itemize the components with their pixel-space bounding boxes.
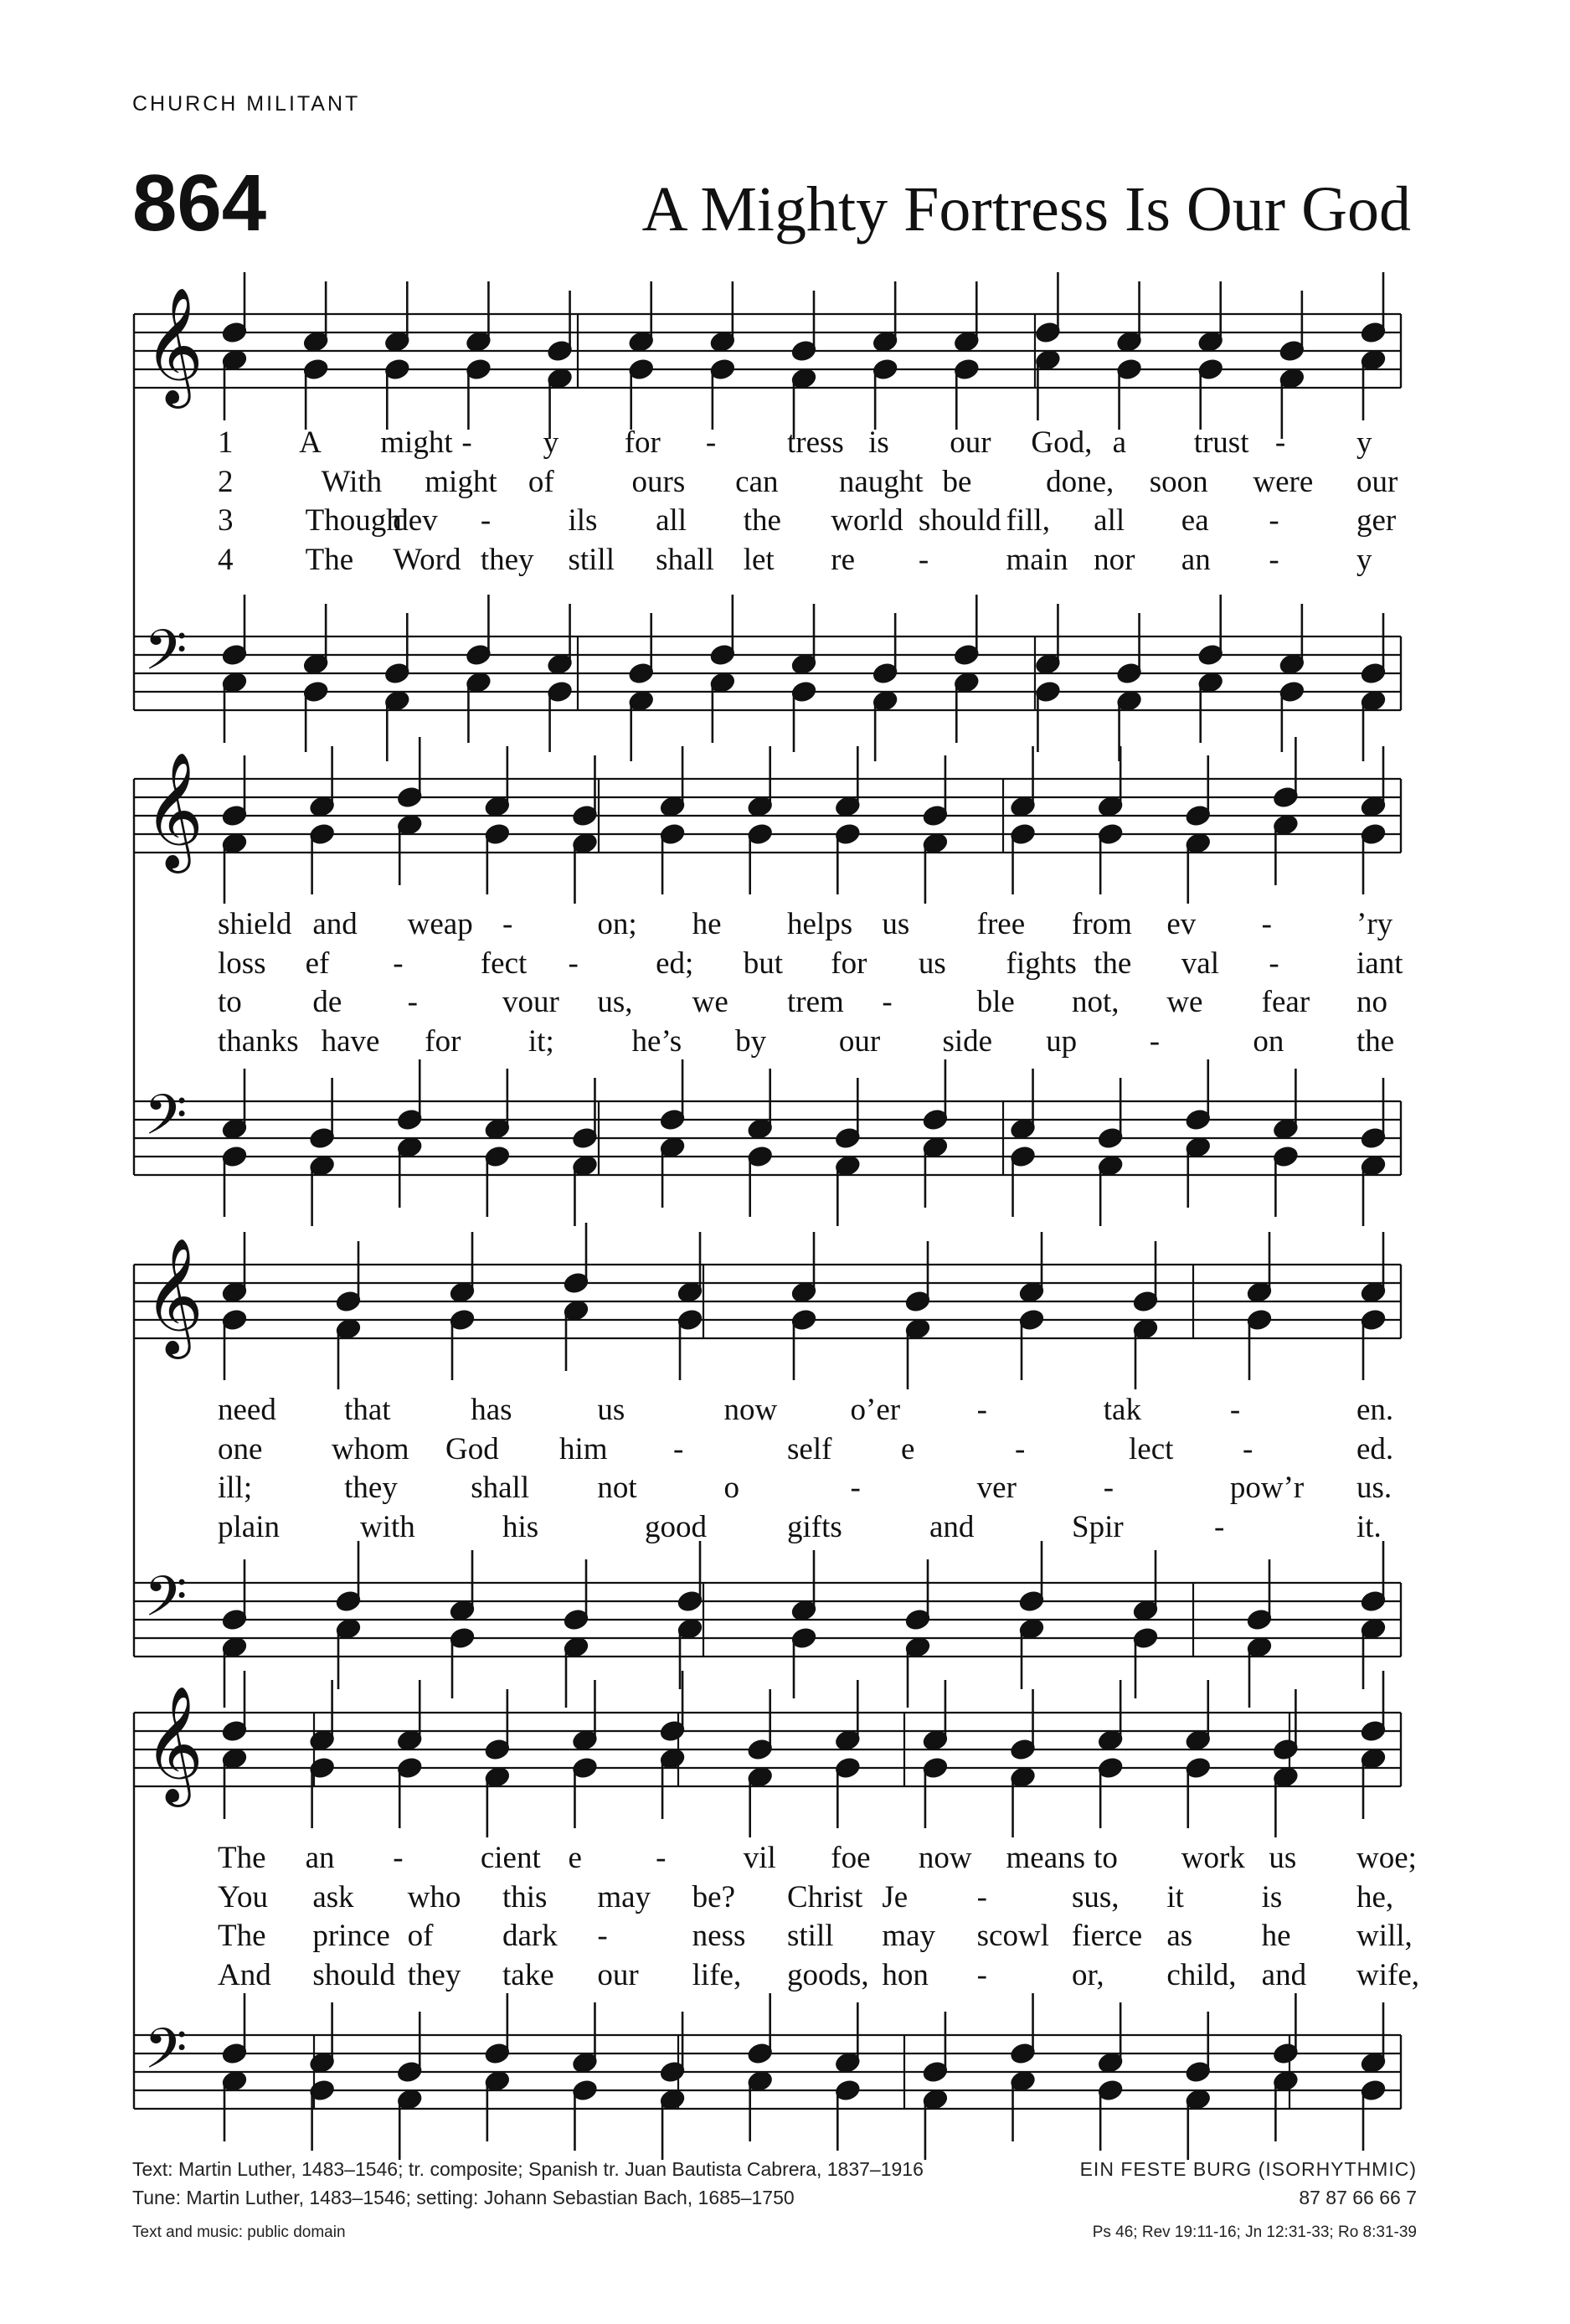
lyric-syllable: us. (1356, 1471, 1392, 1505)
lyric-syllable: - (1149, 1023, 1161, 1059)
bass-clef-icon: 𝄢 (144, 618, 188, 696)
section-label: CHURCH MILITANT (132, 92, 361, 116)
lyric-syllable: hon (882, 1957, 929, 1992)
lyric-syllable: shall (656, 542, 714, 577)
lyric-syllable: - (393, 1841, 404, 1875)
bass-clef-icon: 𝄢 (144, 1564, 188, 1642)
lyric-syllable: o (723, 1471, 739, 1505)
lyric-syllable: all (656, 503, 687, 538)
lyric-syllable: goods, (787, 1957, 869, 1992)
lyric-syllable: And (218, 1957, 271, 1992)
lyric-syllable: not (597, 1471, 637, 1505)
lyric-syllable: the (743, 503, 781, 538)
lyric-syllable: it (1166, 1879, 1184, 1914)
lyric-syllable: - (673, 1431, 684, 1466)
lyric-syllable: scowl (976, 1919, 1049, 1953)
lyric-syllable: that (344, 1393, 391, 1427)
lyric-syllable: The (218, 1841, 266, 1875)
lyric-syllable: iant (1356, 946, 1403, 981)
lyric-syllable: - (850, 1471, 861, 1505)
lyric-syllable: they (480, 542, 534, 577)
lyric-syllable: ’ry (1356, 907, 1393, 941)
lyric-syllable: plain (218, 1509, 280, 1544)
treble-clef-icon: 𝄞 (144, 1686, 203, 1802)
lyric-syllable: let (743, 542, 775, 577)
lyric-syllable: and (312, 907, 358, 941)
lyric-syllable: nor (1094, 542, 1135, 577)
tune-credit: Tune: Martin Luther, 1483–1546; setting: Johann Sebastian Bach, 1685–1750 (132, 2187, 795, 2208)
lyric-syllable: fear (1261, 985, 1310, 1019)
lyric-syllable: God, (1031, 425, 1093, 460)
hymn-number: 864 (132, 158, 267, 248)
lyric-syllable: - (1261, 907, 1272, 941)
lyric-syllable: for (425, 1023, 461, 1059)
lyric-syllable: to (218, 985, 242, 1019)
lyric-syllable: fights (1006, 946, 1077, 981)
lyric-syllable: may (597, 1879, 651, 1914)
copyright-notice: Text and music: public domain (132, 2224, 346, 2241)
lyric-syllable: from (1072, 907, 1132, 941)
lyric-syllable: and (1261, 1957, 1307, 1992)
lyric-syllable: life, (692, 1957, 742, 1992)
lyric-syllable: tak (1103, 1393, 1141, 1427)
lyric-syllable: - (1015, 1431, 1026, 1466)
lyric-syllable: Spir (1072, 1509, 1124, 1544)
lyric-syllable: all (1094, 503, 1125, 538)
lyric-syllable: is (868, 425, 889, 460)
lyric-syllable: ea (1181, 503, 1209, 538)
lyric-syllable: for (624, 425, 661, 460)
lyric-syllable: might (380, 425, 453, 460)
lyric-syllable: whom (332, 1431, 409, 1466)
lyric-syllable: be? (692, 1879, 736, 1914)
lyric-syllable: pow’r (1229, 1471, 1305, 1505)
lyric-syllable: tress (787, 425, 844, 460)
lyric-syllable: weap (407, 907, 473, 941)
lyric-syllable: - (918, 542, 929, 577)
lyric-syllable: child, (1166, 1957, 1237, 1992)
lyric-syllable: this (502, 1879, 548, 1914)
lyric-syllable: - (656, 1841, 667, 1875)
lyric-syllable: - (407, 985, 418, 1019)
lyric-syllable: good (645, 1509, 707, 1544)
lyric-syllable: - (597, 1919, 608, 1953)
bass-clef-icon: 𝄢 (144, 1083, 188, 1161)
lyric-syllable: us (918, 946, 946, 981)
lyric-syllable: gifts (787, 1509, 842, 1544)
lyric-syllable: fierce (1072, 1919, 1143, 1953)
lyric-syllable: were (1253, 464, 1314, 499)
lyric-syllable: A (299, 425, 322, 460)
lyric-syllable: - (1214, 1509, 1225, 1544)
lyric-syllable: should (918, 503, 1001, 538)
hymn-title: A Mighty Fortress Is Our God (641, 174, 1411, 245)
lyric-syllable: our (838, 1023, 881, 1059)
lyric-syllable: y (543, 425, 559, 460)
lyric-syllable: need (218, 1393, 276, 1427)
lyric-syllable: up (1046, 1023, 1078, 1059)
lyric-syllable: Je (882, 1879, 909, 1914)
lyric-syllable: main (1006, 542, 1068, 577)
lyric-syllable: shield (218, 907, 292, 941)
lyric-syllable: our (597, 1957, 639, 1992)
lyric-syllable: done, (1046, 464, 1114, 499)
lyric-syllable: an (305, 1841, 335, 1875)
lyric-syllable: Word (393, 542, 461, 577)
lyric-syllable: de (312, 985, 342, 1019)
lyric-syllable: - (1243, 1431, 1253, 1466)
lyric-syllable: trem (787, 985, 844, 1019)
lyric-syllable: - (1274, 425, 1286, 460)
lyric-syllable: might (425, 464, 497, 499)
lyric-syllable: us (597, 1393, 625, 1427)
lyric-syllable: side (942, 1023, 993, 1059)
lyric-syllable: With (321, 464, 383, 499)
lyric-syllable: loss (218, 946, 266, 981)
lyric-syllable: naught (838, 464, 924, 499)
lyric-syllable: - (882, 985, 893, 1019)
lyric-syllable: The (218, 1919, 266, 1953)
lyric-syllable: ef (305, 946, 330, 981)
lyric-syllable: the (1356, 1023, 1395, 1059)
lyric-syllable: has (471, 1393, 512, 1427)
lyric-syllable: Though (305, 503, 402, 538)
lyric-syllable: prince (312, 1919, 390, 1953)
lyric-syllable: of (528, 464, 554, 499)
lyric-syllable: it; (528, 1023, 554, 1059)
lyric-syllable: means (1006, 1841, 1086, 1875)
lyric-syllable: ness (692, 1919, 746, 1953)
lyric-syllable: ble (976, 985, 1015, 1019)
lyric-syllable: the (1094, 946, 1132, 981)
bass-clef-icon: 𝄢 (144, 2017, 188, 2095)
verse-number: 3 (218, 503, 234, 538)
lyric-syllable: ed. (1356, 1431, 1394, 1466)
lyric-syllable: o’er (850, 1393, 901, 1427)
lyric-syllable: trust (1193, 425, 1249, 460)
lyric-syllable: on; (597, 907, 637, 941)
lyric-syllable: - (1269, 946, 1279, 981)
lyric-syllable: dev (393, 503, 438, 538)
treble-clef-icon: 𝄞 (144, 287, 203, 404)
lyric-syllable: - (480, 503, 492, 538)
lyric-syllable: he, (1356, 1879, 1394, 1914)
lyric-syllable: by (735, 1023, 767, 1059)
lyric-syllable: ils (568, 503, 598, 538)
lyric-syllable: be (942, 464, 972, 499)
lyric-syllable: cient (480, 1841, 541, 1875)
lyric-syllable: re (831, 542, 856, 577)
lyric-syllable: soon (1149, 464, 1208, 499)
lyric-syllable: thanks (218, 1023, 299, 1059)
lyric-syllable: one (218, 1431, 263, 1466)
lyric-syllable: may (882, 1919, 936, 1953)
lyric-syllable: now (723, 1393, 778, 1427)
lyric-syllable: but (743, 946, 783, 981)
verse-number: 2 (218, 464, 234, 499)
lyric-syllable: - (1229, 1393, 1241, 1427)
lyric-syllable: ger (1356, 503, 1397, 538)
lyric-syllable: - (976, 1393, 987, 1427)
lyric-syllable: can (735, 464, 779, 499)
lyric-syllable: should (312, 1957, 396, 1992)
lyric-syllable: ask (312, 1879, 354, 1914)
lyric-syllable: to (1094, 1841, 1118, 1875)
lyric-syllable: e (901, 1431, 915, 1466)
lyric-syllable: self (787, 1431, 832, 1466)
lyric-syllable: helps (787, 907, 853, 941)
lyric-syllable: his (502, 1509, 539, 1544)
lyric-syllable: as (1166, 1919, 1193, 1953)
lyric-syllable: an (1181, 542, 1211, 577)
lyric-syllable: - (1269, 503, 1279, 538)
lyric-syllable: ev (1166, 907, 1197, 941)
lyric-syllable: en. (1356, 1393, 1394, 1427)
lyric-syllable: is (1261, 1879, 1283, 1914)
lyric-syllable: they (344, 1471, 398, 1505)
lyric-syllable: lect (1129, 1431, 1174, 1466)
lyric-syllable: take (502, 1957, 554, 1992)
verse-number: 1 (218, 425, 234, 460)
lyric-syllable: e (568, 1841, 582, 1875)
text-credit: Text: Martin Luther, 1483–1546; tr. composite; Spanish tr. Juan Bautista Cabrera, 1837–1916 (132, 2158, 924, 2180)
lyric-syllable: a (1112, 425, 1126, 460)
scripture-references: Ps 46; Rev 19:11-16; Jn 12:31-33; Ro 8:31-39 (1092, 2224, 1417, 2241)
lyric-syllable: not, (1072, 985, 1120, 1019)
lyric-syllable: and (929, 1509, 975, 1544)
meter: 87 87 66 66 7 (1299, 2187, 1417, 2208)
tune-name: EIN FESTE BURG (ISORHYTHMIC) (1079, 2158, 1417, 2180)
lyric-syllable: Christ (787, 1879, 863, 1914)
lyric-syllable: he (1261, 1919, 1291, 1953)
lyric-syllable: we (1166, 985, 1203, 1019)
lyric-syllable: ours (631, 464, 686, 499)
lyric-syllable: us (882, 907, 910, 941)
lyric-syllable: - (1269, 542, 1279, 577)
lyric-syllable: wife, (1356, 1957, 1419, 1992)
lyric-syllable: with (360, 1509, 415, 1544)
lyric-syllable: he’s (631, 1023, 682, 1059)
lyric-syllable: God (445, 1431, 499, 1466)
lyric-syllable: fill, (1006, 503, 1050, 538)
lyric-syllable: ed; (656, 946, 694, 981)
lyric-syllable: have (321, 1023, 380, 1059)
lyric-syllable: val (1181, 946, 1219, 981)
lyric-syllable: he (692, 907, 722, 941)
treble-clef-icon: 𝄞 (144, 752, 203, 868)
lyric-syllable: - (976, 1879, 987, 1914)
verse-number: 4 (218, 542, 234, 577)
lyric-syllable: will, (1356, 1919, 1413, 1953)
lyric-syllable: still (787, 1919, 834, 1953)
lyric-syllable: shall (471, 1471, 530, 1505)
lyric-syllable: world (831, 503, 903, 538)
lyric-syllable: on (1253, 1023, 1284, 1059)
lyric-syllable: The (305, 542, 354, 577)
lyric-syllable: us (1269, 1841, 1297, 1875)
lyric-syllable: no (1356, 985, 1387, 1019)
lyric-syllable: y (1356, 542, 1372, 577)
lyric-syllable: of (407, 1919, 434, 1953)
lyric-syllable: sus, (1072, 1879, 1120, 1914)
lyric-syllable: foe (831, 1841, 871, 1875)
lyric-syllable: ill; (218, 1471, 253, 1505)
lyric-syllable: vour (502, 985, 559, 1019)
lyric-syllable: our (1356, 464, 1398, 499)
lyric-syllable: - (461, 425, 472, 460)
lyric-syllable: him (559, 1431, 608, 1466)
lyric-syllable: us, (597, 985, 633, 1019)
lyric-syllable: - (502, 907, 513, 941)
lyric-syllable: work (1181, 1841, 1245, 1875)
lyric-syllable: we (692, 985, 728, 1019)
lyric-syllable: our (950, 425, 991, 460)
lyric-syllable: it. (1356, 1509, 1382, 1544)
lyric-syllable: - (976, 1957, 987, 1992)
lyric-syllable: still (568, 542, 615, 577)
lyric-syllable: You (218, 1879, 269, 1914)
lyric-syllable: woe; (1356, 1841, 1417, 1875)
lyric-syllable: for (831, 946, 867, 981)
lyric-syllable: ver (976, 1471, 1017, 1505)
lyric-syllable: now (918, 1841, 972, 1875)
lyric-syllable: - (1103, 1471, 1114, 1505)
lyric-syllable: - (705, 425, 717, 460)
lyric-syllable: they (407, 1957, 461, 1992)
lyric-syllable: who (407, 1879, 461, 1914)
treble-clef-icon: 𝄞 (144, 1238, 203, 1354)
lyric-syllable: y (1356, 425, 1372, 460)
lyric-syllable: dark (502, 1919, 558, 1953)
lyric-syllable: vil (743, 1841, 776, 1875)
lyric-syllable: free (976, 907, 1026, 941)
lyric-syllable: - (568, 946, 579, 981)
lyric-syllable: or, (1072, 1957, 1104, 1992)
lyric-syllable: fect (480, 946, 528, 981)
lyric-syllable: - (393, 946, 404, 981)
